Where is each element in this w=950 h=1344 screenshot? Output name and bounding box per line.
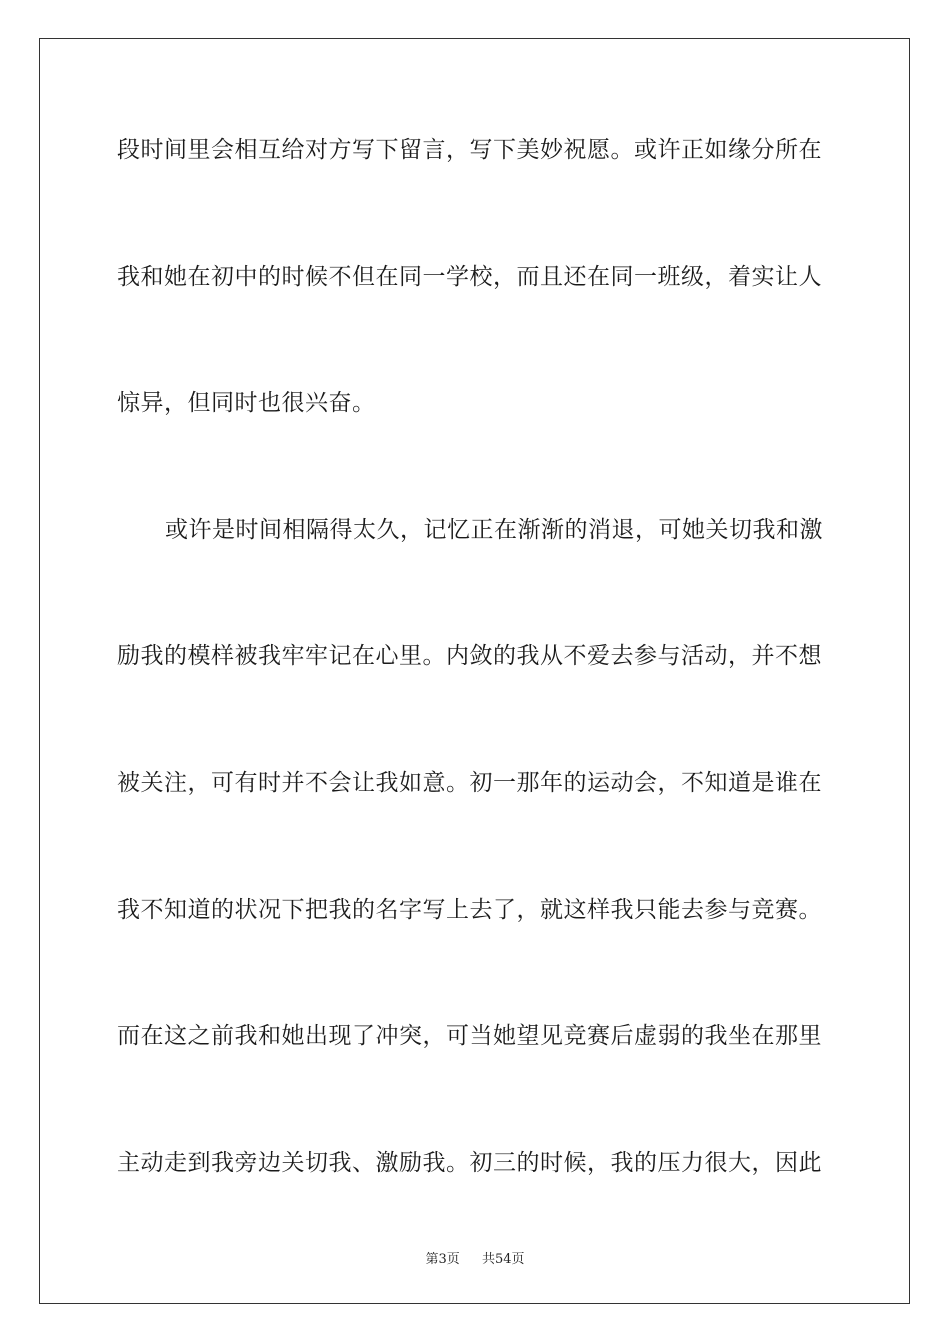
text-line-8: 而在这之前我和她出现了冲突，可当她望见竞赛后虚弱的我坐在那里 (117, 1023, 822, 1050)
page-number: 第3页 (425, 1252, 460, 1267)
text-line-6: 被关注，可有时并不会让我如意。初一那年的运动会，不知道是谁在 (117, 769, 822, 796)
text-line-4-paragraph-start: 或许是时间相隔得太久，记忆正在渐渐的消退，可她关切我和激 (165, 516, 823, 543)
document-body (117, 120, 837, 1259)
page-footer (0, 1248, 950, 1267)
text-line-3: 惊异，但同时也很兴奋。 (117, 390, 376, 417)
text-line-1: 段时间里会相互给对方写下留言，写下美妙祝愿。或许正如缘分所在 (117, 137, 822, 163)
text-line-5: 励我的模样被我牢牢记在心里。内敛的我从不爱去参与活动，并不想 (117, 643, 822, 670)
text-line-7: 我不知道的状况下把我的名字写上去了，就这样我只能去参与竞赛。 (117, 896, 822, 923)
page-total: 共54页 (482, 1252, 525, 1267)
text-line-2: 我和她在初中的时候不但在同一学校，而且还在同一班级，着实让人 (117, 263, 822, 290)
text-line-9: 主动走到我旁边关切我、激励我。初三的时候，我的压力很大，因此 (117, 1149, 822, 1176)
